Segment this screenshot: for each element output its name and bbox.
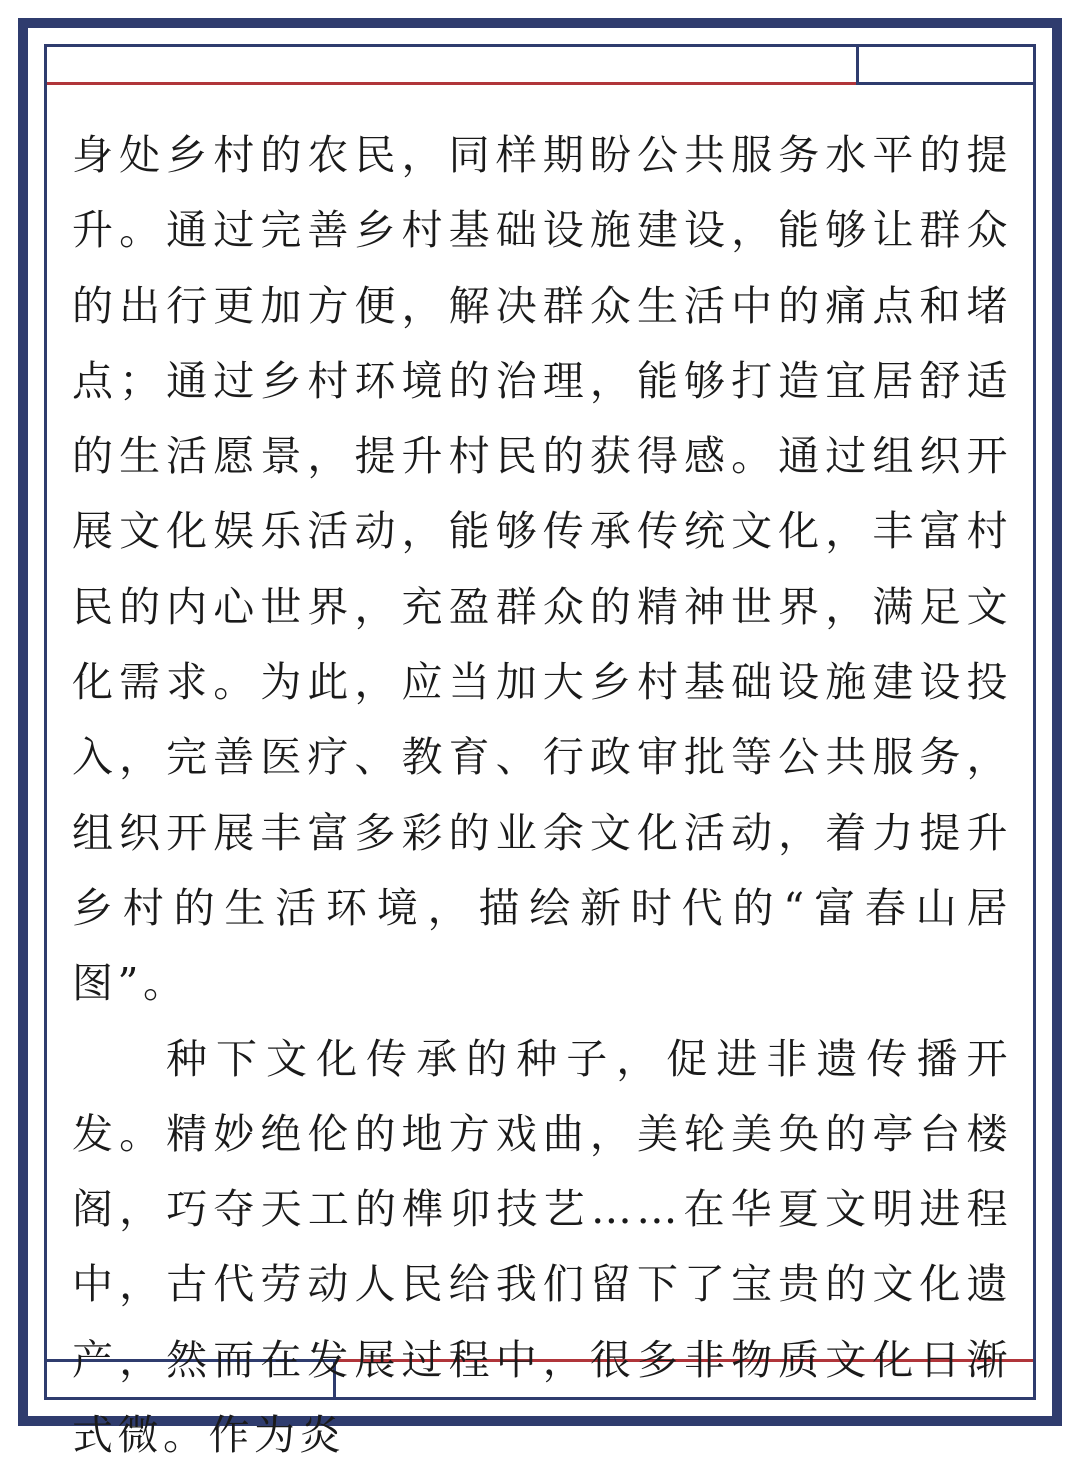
paragraph-2: 种下文化传承的种子，促进非遗传播开发。精妙绝伦的地方戏曲，美轮美奂的亭台楼阁，巧夺天工的榫卯技艺……在华夏文明进程中，古代劳动人民给我们留下了宝贵的文化遗产，然而在发展过程中，很多非物质文化日渐式微。作为炎 [72, 1034, 1012, 1460]
top-divider-tick [856, 47, 859, 85]
article-body [72, 118, 1012, 1473]
paragraph-1: 身处乡村的农民，同样期盼公共服务水平的提升。通过完善乡村基础设施建设，能够让群众的出行更加方便，解决群众生活中的痛点和堵点；通过乡村环境的治理，能够打造宜居舒适的生活愿景，提升村民的获得感。通过组织开展文化娱乐活动，能够传承传统文化，丰富村民的内心世界，充盈群众的精神世界，满足文化需求。为此，应当加大乡村基础设施建设投入，完善医疗、教育、行政审批等公共服务，组织开展丰富多彩的业余文化活动，着力提升乡村的生活环境，描绘新时代的“富春山居图”。 [72, 131, 1012, 1008]
top-accent-line [47, 82, 857, 85]
top-divider-line [857, 82, 1033, 85]
